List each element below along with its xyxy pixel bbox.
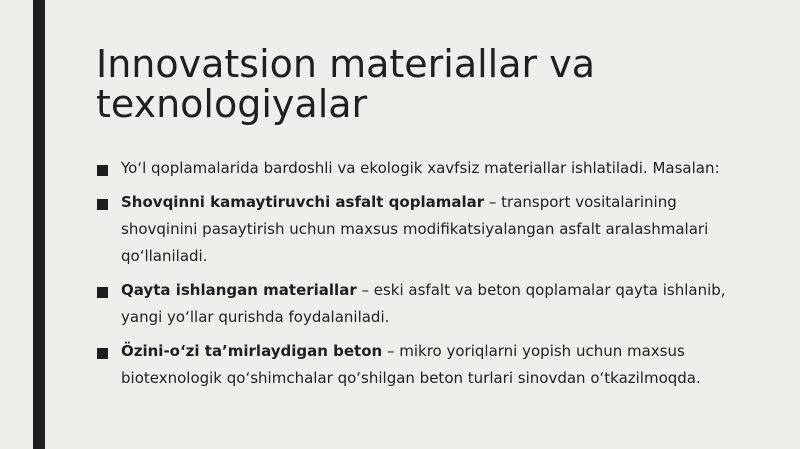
bullet-bold-text: Özini-o‘zi ta’mirlaydigan beton	[121, 342, 383, 360]
square-bullet-icon	[97, 165, 108, 176]
square-bullet-icon	[97, 287, 108, 298]
bullet-text: – eski asfalt va beton qoplamalar qayta ishlanib, yangi yo‘llar qurishda foydalaniladi.	[121, 281, 726, 326]
bullet-text: Yo‘l qoplamalarida bardoshli va ekologik xavfsiz materiallar ishlatiladi. Masalan:	[121, 159, 720, 177]
bullet-item	[96, 155, 756, 182]
bullet-item	[96, 338, 756, 392]
bullet-item	[96, 277, 756, 331]
bullet-item	[96, 189, 756, 270]
slide-title: Innovatsion materiallar va texnologiyalar	[96, 42, 595, 126]
accent-bar	[33, 0, 45, 449]
bullet-text: – transport vositalarining shovqinini pasaytirish uchun maxsus modifikatsiyalangan asfalt aralashmalari qo‘llaniladi.	[121, 193, 709, 265]
square-bullet-icon	[97, 348, 108, 359]
bullet-bold-text: Qayta ishlangan materiallar	[121, 281, 357, 299]
bullet-bold-text: Shovqinni kamaytiruvchi asfalt qoplamalar	[121, 193, 485, 211]
bullet-list	[96, 155, 756, 399]
square-bullet-icon	[97, 199, 108, 210]
bullet-text: – mikro yoriqlarni yopish uchun maxsus biotexnologik qo‘shimchalar qo‘shilgan beton turlari sinovdan o‘tkazilmoqda.	[121, 342, 701, 387]
